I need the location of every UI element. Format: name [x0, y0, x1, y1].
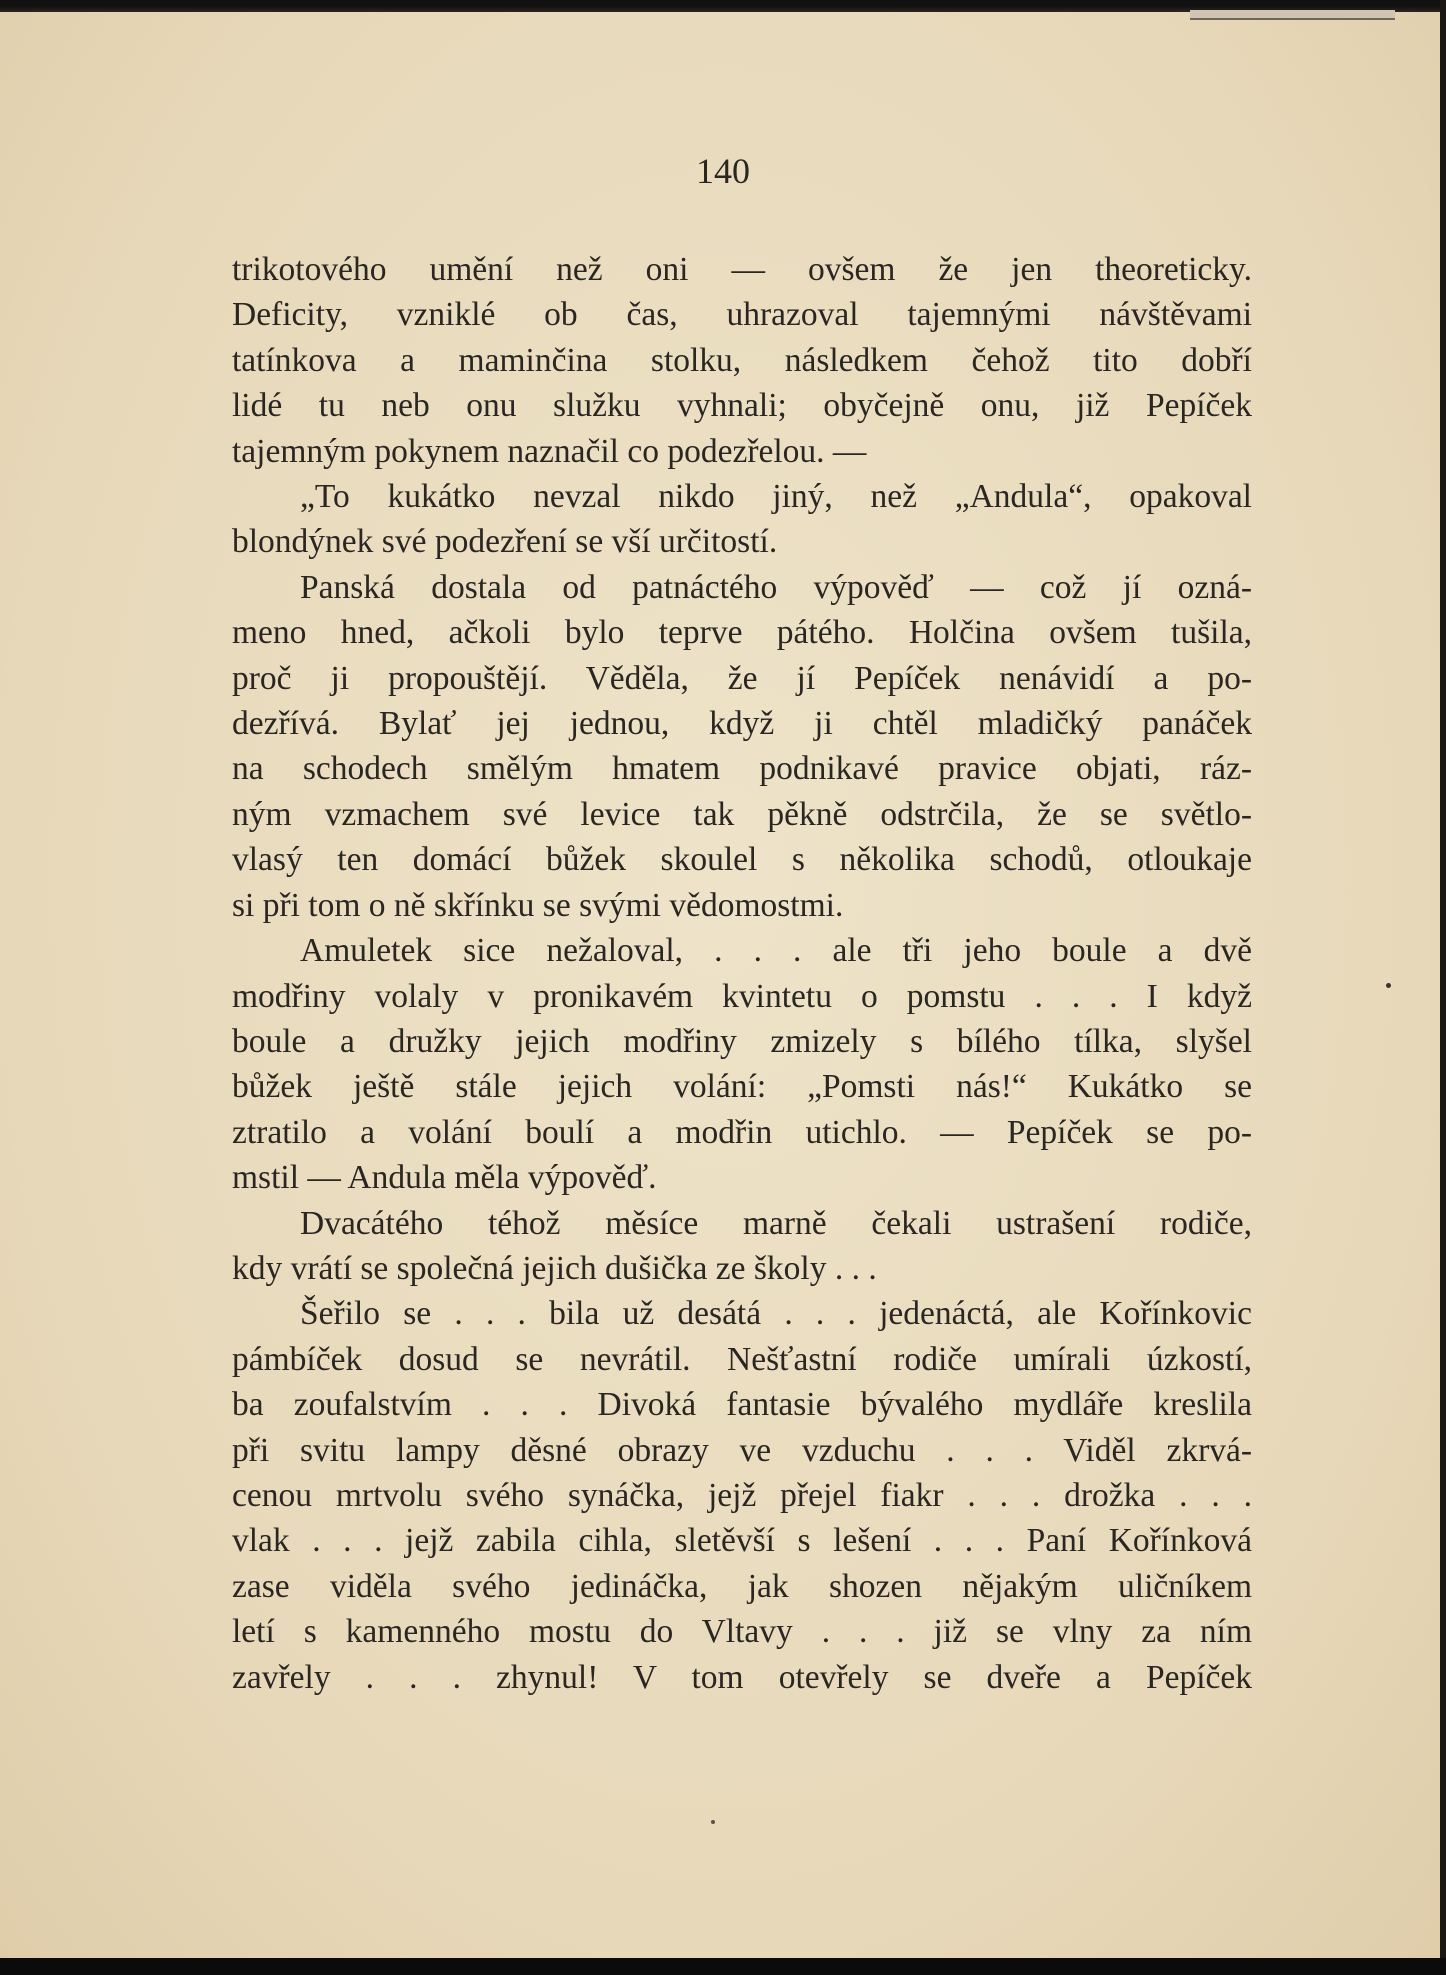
page-right-edge: [1440, 0, 1446, 1958]
text-line: meno hned, ačkoli bylo teprve pátého. Holčina ovšem tušila,: [232, 614, 1252, 652]
text-line: na schodech smělým hmatem podnikavé pravice objati, ráz-: [232, 750, 1252, 788]
text-line: lidé tu neb onu služku vyhnali; obyčejně onu, již Pepíček: [232, 387, 1252, 425]
text-line: „To kukátko nevzal nikdo jiný, než „Andula“, opakoval: [300, 478, 1252, 516]
text-line: tajemným pokynem naznačil co podezřelou. —: [232, 432, 867, 470]
text-line: Panská dostala od patnáctého výpověď — což jí ozná-: [300, 568, 1252, 606]
text-line: Dvacátého téhož měsíce marně čekali ustrašení rodiče,: [300, 1204, 1252, 1242]
ink-speck: [711, 1820, 715, 1824]
text-line: ba zoufalstvím . . . Divoká fantasie bývalého mydláře kreslila: [232, 1386, 1252, 1424]
text-line: zavřely . . . zhynul! V tom otevřely se dveře a Pepíček: [232, 1658, 1252, 1696]
text-line: dezřívá. Bylať jej jednou, když ji chtěl mladičký panáček: [232, 705, 1252, 743]
text-line: tatínkova a maminčina stolku, následkem čehož tito dobří: [232, 341, 1252, 379]
text-line: kdy vrátí se společná jejich dušička ze školy . . .: [232, 1249, 877, 1287]
text-line: modřiny volaly v pronikavém kvintetu o pomstu . . . I když: [232, 977, 1252, 1015]
text-line: boule a družky jejich modřiny zmizely s bílého tílka, slyšel: [232, 1022, 1252, 1060]
text-line: proč ji propouštějí. Věděla, že jí Pepíček nenávidí a po-: [232, 659, 1252, 697]
text-line: při svitu lampy děsné obrazy ve vzduchu . . . Viděl zkrvá-: [232, 1431, 1252, 1469]
page-number: 140: [696, 151, 750, 191]
text-line: letí s kamenného mostu do Vltavy . . . již se vlny za ním: [232, 1613, 1252, 1651]
text-line: Šeřilo se . . . bila už desátá . . . jedenáctá, ale Kořínkovic: [300, 1295, 1252, 1333]
text-line: ztratilo a volání boulí a modřin utichlo. — Pepíček se po-: [232, 1113, 1252, 1151]
text-line: ným vzmachem své levice tak pěkně odstrčila, že se světlo-: [232, 795, 1252, 833]
text-line: mstil — Andula měla výpověď.: [232, 1159, 657, 1197]
text-line: Deficity, vzniklé ob čas, uhrazoval tajemnými návštěvami: [232, 296, 1252, 334]
text-line: bůžek ještě stále jejich volání: „Pomsti nás!“ Kukátko se: [232, 1068, 1252, 1106]
ink-speck: [1386, 983, 1391, 988]
text-line: vlak . . . jejž zabila cihla, sletěvší s lešení . . . Paní Kořínková: [232, 1522, 1252, 1560]
text-line: vlasý ten domácí bůžek skoulel s několika schodů, otloukaje: [232, 841, 1252, 879]
text-line: cenou mrtvolu svého synáčka, jejž přejel fiakr . . . drožka . . .: [232, 1476, 1252, 1514]
text-line: blondýnek své podezření se vší určitostí.: [232, 523, 778, 561]
text-line: si při tom o ně skřínku se svými vědomostmi.: [232, 886, 844, 924]
text-line: zase viděla svého jedináčka, jak shozen nějakým uličníkem: [232, 1567, 1252, 1605]
text-line: trikotového umění než oni — ovšem že jen theoreticky.: [232, 251, 1252, 288]
text-line: pámbíček dosud se nevrátil. Nešťastní rodiče umírali úzkostí,: [232, 1340, 1252, 1378]
body-text: [232, 247, 1252, 1700]
scan-margin-mark: [1190, 10, 1395, 20]
text-line: Amuletek sice nežaloval, . . . ale tři jeho boule a dvě: [300, 932, 1252, 970]
